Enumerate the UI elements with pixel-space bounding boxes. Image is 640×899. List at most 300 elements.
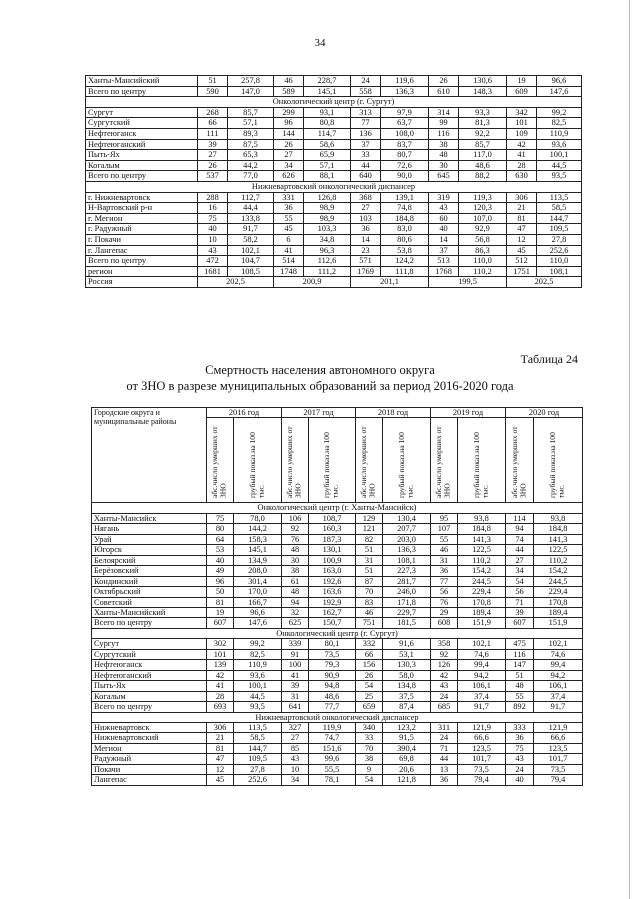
table-row <box>92 649 583 659</box>
cell-value: 147,6 <box>537 86 582 97</box>
cell-value: 98,9 <box>304 213 351 224</box>
cell-value: 26 <box>274 139 304 150</box>
cell-value: 53,1 <box>383 649 431 659</box>
cell-value: 41 <box>274 245 304 256</box>
cell-value: 36 <box>506 733 534 743</box>
cell-value: 73,5 <box>458 764 506 774</box>
cell-value: 99,4 <box>458 660 506 670</box>
cell-value: 93,6 <box>537 139 582 150</box>
cell-value: 27 <box>274 150 304 161</box>
cell-value: 95 <box>431 513 458 523</box>
cell-value: 39 <box>282 681 309 691</box>
cell-value: 108,0 <box>381 128 429 139</box>
cell-value: 39 <box>506 607 534 617</box>
cell-value: 25 <box>356 691 383 701</box>
cell-value: 358 <box>431 639 458 649</box>
cell-value: 189,4 <box>534 607 583 617</box>
cell-value: 244,5 <box>534 576 583 586</box>
cell-value: 58,2 <box>228 234 274 245</box>
cell-value: 37 <box>429 245 459 256</box>
cell-value: 31 <box>431 555 458 565</box>
cell-value: 79,4 <box>458 775 506 785</box>
cell-value: 42 <box>431 670 458 680</box>
cell-value: 83,0 <box>381 224 429 235</box>
table-row <box>92 743 583 753</box>
cell-value: 13 <box>431 764 458 774</box>
cell-value: 38 <box>282 566 309 576</box>
cell-value: 43 <box>431 681 458 691</box>
cell-value: 41 <box>282 670 309 680</box>
cell-value: 33 <box>356 733 383 743</box>
cell-value: 246,0 <box>383 587 431 597</box>
cell-value: 74,6 <box>534 649 583 659</box>
cell-value: 30 <box>429 160 459 171</box>
cell-value: 49 <box>207 566 234 576</box>
cell-value: 659 <box>356 702 383 712</box>
cell-value: 75 <box>198 213 228 224</box>
cell-value: 69,8 <box>383 754 431 764</box>
section-row <box>86 97 582 108</box>
table-row <box>92 639 583 649</box>
table-row <box>86 234 582 245</box>
cell-value: 57,1 <box>304 160 351 171</box>
sub-header-rate <box>458 418 506 503</box>
cell-value: 46 <box>356 607 383 617</box>
row-label: Покачи <box>92 764 207 774</box>
cell-value: 44 <box>431 754 458 764</box>
cell-value: 609 <box>507 86 537 97</box>
sub-header-label: абс.число умерших от ЗНО <box>509 426 528 498</box>
cell-value: 181,5 <box>383 618 431 628</box>
table-row <box>86 203 582 214</box>
cell-value: 32 <box>282 607 309 617</box>
cell-value: 590 <box>198 86 228 97</box>
row-label: Кондинский <box>92 576 207 586</box>
section-row <box>92 712 583 722</box>
sub-header-label: грубый показ.на 100 тыс. <box>322 432 340 498</box>
cell-value: 80,8 <box>304 118 351 129</box>
cell-value: 94 <box>282 597 309 607</box>
cell-value: 43 <box>198 245 228 256</box>
cell-value: 299 <box>274 107 304 118</box>
cell-value: 110,9 <box>234 660 282 670</box>
cell-value: 93,6 <box>234 670 282 680</box>
cell-value: 47 <box>207 754 234 764</box>
row-label: Нефтеюганск <box>86 128 198 139</box>
cell-value: 48 <box>282 587 309 597</box>
cell-value: 306 <box>207 722 234 732</box>
row-label: Когалым <box>86 160 198 171</box>
cell-value: 100,1 <box>234 681 282 691</box>
cell-value: 130,1 <box>309 545 356 555</box>
cell-value: 44 <box>351 160 381 171</box>
sub-header-label: абс.число умерших от ЗНО <box>359 426 377 498</box>
cell-value: 93,3 <box>459 107 507 118</box>
row-label: Нефтеюганский <box>92 670 207 680</box>
cell-value: 199,5 <box>429 277 507 288</box>
cell-value: 79,4 <box>534 775 583 785</box>
row-label: Всего по центру <box>86 86 198 97</box>
cell-value: 141,3 <box>534 534 583 544</box>
cell-value: 162,7 <box>309 607 356 617</box>
cell-value: 1751 <box>507 266 537 277</box>
cell-value: 192,9 <box>309 597 356 607</box>
cell-value: 892 <box>506 702 534 712</box>
cell-value: 78,1 <box>309 775 356 785</box>
cell-value: 229,4 <box>458 587 506 597</box>
sub-header-label: абс.число умерших от ЗНО <box>210 426 228 498</box>
cell-value: 34,8 <box>304 234 351 245</box>
cell-value: 90,0 <box>381 171 429 182</box>
section-row <box>92 628 583 638</box>
row-label: Сургут <box>92 639 207 649</box>
cell-value: 42 <box>507 139 537 150</box>
sub-header-label: абс.число умерших от ЗНО <box>285 426 303 498</box>
cell-value: 144,7 <box>234 743 282 753</box>
cell-value: 77 <box>351 118 381 129</box>
cell-value: 106,1 <box>458 681 506 691</box>
table-title-line1: Смертность населения автономного округа <box>205 363 435 377</box>
cell-value: 87,5 <box>228 139 274 150</box>
cell-value: 108,1 <box>537 266 582 277</box>
cell-value: 81 <box>207 743 234 753</box>
table-row <box>92 607 583 617</box>
cell-value: 513 <box>429 256 459 267</box>
table-row <box>86 139 582 150</box>
cell-value: 106,1 <box>534 681 583 691</box>
table-row <box>86 118 582 129</box>
cell-value: 102,1 <box>228 245 274 256</box>
cell-value: 72,6 <box>381 160 429 171</box>
cell-value: 147,0 <box>228 86 274 97</box>
cell-value: 91 <box>282 649 309 659</box>
table-row <box>86 86 582 97</box>
cell-value: 85,7 <box>459 139 507 150</box>
cell-value: 42 <box>207 670 234 680</box>
cell-value: 106 <box>282 513 309 523</box>
table-row <box>86 256 582 267</box>
page-edge-line <box>629 0 630 899</box>
cell-value: 77 <box>431 576 458 586</box>
cell-value: 101 <box>507 118 537 129</box>
cell-value: 71 <box>431 743 458 753</box>
cell-value: 170,8 <box>534 597 583 607</box>
cell-value: 319 <box>429 192 459 203</box>
cell-value: 44,2 <box>228 160 274 171</box>
cell-value: 122,5 <box>534 545 583 555</box>
cell-value: 100,9 <box>309 555 356 565</box>
cell-value: 71 <box>506 597 534 607</box>
table-row <box>86 107 582 118</box>
cell-value: 27 <box>506 555 534 565</box>
cell-value: 94,2 <box>458 670 506 680</box>
cell-value: 102,1 <box>534 639 583 649</box>
cell-value: 24 <box>351 76 381 87</box>
cell-value: 37,4 <box>458 691 506 701</box>
cell-value: 58,5 <box>537 203 582 214</box>
cell-value: 70 <box>356 587 383 597</box>
cell-value: 108,1 <box>383 555 431 565</box>
cell-value: 109,5 <box>537 224 582 235</box>
cell-value: 170,8 <box>458 597 506 607</box>
cell-value: 136,3 <box>381 86 429 97</box>
cell-value: 6 <box>274 234 304 245</box>
cell-value: 390,4 <box>383 743 431 753</box>
cell-value: 38 <box>356 754 383 764</box>
cell-value: 101,7 <box>534 754 583 764</box>
cell-value: 327 <box>282 722 309 732</box>
cell-value: 145,1 <box>234 545 282 555</box>
cell-value: 114 <box>506 513 534 523</box>
cell-value: 227,3 <box>383 566 431 576</box>
cell-value: 100,1 <box>537 150 582 161</box>
cell-value: 187,3 <box>309 534 356 544</box>
row-label: регион <box>86 266 198 277</box>
cell-value: 244,5 <box>458 576 506 586</box>
cell-value: 92 <box>431 649 458 659</box>
cell-value: 28 <box>207 691 234 701</box>
cell-value: 107 <box>431 524 458 534</box>
sub-header-label: абс.число умерших от ЗНО <box>434 426 452 498</box>
cell-value: 120,3 <box>459 203 507 214</box>
cell-value: 96,3 <box>304 245 351 256</box>
row-label: г. Радужный <box>86 224 198 235</box>
cell-value: 60 <box>429 213 459 224</box>
cell-value: 44,4 <box>228 203 274 214</box>
top-mortality-table <box>85 75 582 288</box>
cell-value: 76 <box>282 534 309 544</box>
cell-value: 93,8 <box>534 513 583 523</box>
cell-value: 75 <box>207 513 234 523</box>
cell-value: 144,2 <box>234 524 282 534</box>
cell-value: 134,9 <box>234 555 282 565</box>
cell-value: 151,9 <box>458 618 506 628</box>
cell-value: 64 <box>207 534 234 544</box>
section-title: Онкологический центр (г. Ханты-Мансийск) <box>92 503 583 513</box>
cell-value: 122,5 <box>458 545 506 555</box>
table-row <box>92 545 583 555</box>
cell-value: 40 <box>429 224 459 235</box>
cell-value: 61 <box>282 576 309 586</box>
cell-value: 313 <box>351 107 381 118</box>
cell-value: 119,9 <box>309 722 356 732</box>
sub-header-label: грубый показ.на 100 тыс. <box>396 432 415 498</box>
cell-value: 78,0 <box>234 513 282 523</box>
cell-value: 74 <box>506 534 534 544</box>
sub-header-rate <box>309 418 356 503</box>
cell-value: 51 <box>198 76 228 87</box>
cell-value: 121,9 <box>534 722 583 732</box>
cell-value: 83 <box>356 597 383 607</box>
cell-value: 40 <box>198 224 228 235</box>
table-title-line2: от ЗНО в разрезе муниципальных образований за период 2016-2020 года <box>126 379 514 393</box>
cell-value: 139,1 <box>381 192 429 203</box>
cell-value: 97,9 <box>381 107 429 118</box>
cell-value: 144,7 <box>537 213 582 224</box>
cell-value: 368 <box>351 192 381 203</box>
main-mortality-table <box>91 407 583 786</box>
cell-value: 96 <box>274 118 304 129</box>
cell-value: 184,8 <box>381 213 429 224</box>
row-label: Радужный <box>92 754 207 764</box>
cell-value: 48,6 <box>459 160 507 171</box>
cell-value: 163,6 <box>309 587 356 597</box>
cell-value: 46 <box>274 76 304 87</box>
cell-value: 625 <box>282 618 309 628</box>
cell-value: 111 <box>198 128 228 139</box>
cell-value: 102,1 <box>458 639 506 649</box>
cell-value: 147,6 <box>234 618 282 628</box>
row-label: Всего по центру <box>86 171 198 182</box>
table-row <box>92 691 583 701</box>
table-row <box>86 76 582 87</box>
cell-value: 610 <box>429 86 459 97</box>
cell-value: 87,4 <box>383 702 431 712</box>
cell-value: 121,9 <box>458 722 506 732</box>
cell-value: 10 <box>198 234 228 245</box>
cell-value: 147 <box>506 660 534 670</box>
cell-value: 82 <box>356 534 383 544</box>
table-row <box>92 722 583 732</box>
cell-value: 27,8 <box>537 234 582 245</box>
cell-value: 108,5 <box>228 266 274 277</box>
table-row <box>86 192 582 203</box>
cell-value: 81 <box>207 597 234 607</box>
cell-value: 66,6 <box>534 733 583 743</box>
table-row <box>92 660 583 670</box>
cell-value: 751 <box>356 618 383 628</box>
cell-value: 20,6 <box>383 764 431 774</box>
cell-value: 82,5 <box>537 118 582 129</box>
cell-value: 1681 <box>198 266 228 277</box>
cell-value: 92 <box>282 524 309 534</box>
cell-value: 123,5 <box>534 743 583 753</box>
row-label: Ханты-Мансийский <box>86 76 198 87</box>
cell-value: 74,6 <box>458 649 506 659</box>
cell-value: 98,9 <box>304 203 351 214</box>
cell-value: 110,0 <box>459 256 507 267</box>
cell-value: 163,0 <box>309 566 356 576</box>
cell-value: 23 <box>351 245 381 256</box>
corner-header: Городские округа и муниципальные районы <box>92 408 207 503</box>
cell-value: 75 <box>506 743 534 753</box>
cell-value: 104,7 <box>228 256 274 267</box>
cell-value: 43 <box>506 754 534 764</box>
cell-value: 203,0 <box>383 534 431 544</box>
cell-value: 685 <box>431 702 458 712</box>
cell-value: 96 <box>207 576 234 586</box>
cell-value: 166,7 <box>234 597 282 607</box>
cell-value: 74,8 <box>381 203 429 214</box>
cell-value: 99,4 <box>534 660 583 670</box>
cell-value: 148,3 <box>459 86 507 97</box>
table-row <box>92 754 583 764</box>
cell-value: 301,4 <box>234 576 282 586</box>
row-label: Мегион <box>92 743 207 753</box>
cell-value: 45 <box>207 775 234 785</box>
cell-value: 229,7 <box>383 607 431 617</box>
cell-value: 124,2 <box>381 256 429 267</box>
table-row <box>92 681 583 691</box>
cell-value: 79,3 <box>309 660 356 670</box>
row-label: Нефтеюганский <box>86 139 198 150</box>
cell-value: 58,0 <box>383 670 431 680</box>
table-row <box>86 245 582 256</box>
cell-value: 252,6 <box>234 775 282 785</box>
cell-value: 77,0 <box>228 171 274 182</box>
cell-value: 108,7 <box>309 513 356 523</box>
cell-value: 101,7 <box>458 754 506 764</box>
table-row <box>92 534 583 544</box>
cell-value: 1768 <box>429 266 459 277</box>
cell-value: 121 <box>356 524 383 534</box>
cell-value: 48 <box>282 545 309 555</box>
row-label: г. Покачи <box>86 234 198 245</box>
cell-value: 92,9 <box>459 224 507 235</box>
row-label: Нижневартовск <box>92 722 207 732</box>
row-label: Берёзовский <box>92 566 207 576</box>
cell-value: 514 <box>274 256 304 267</box>
cell-value: 91,7 <box>534 702 583 712</box>
cell-value: 202,5 <box>198 277 274 288</box>
cell-value: 51 <box>356 545 383 555</box>
row-label: Нягань <box>92 524 207 534</box>
cell-value: 47 <box>507 224 537 235</box>
table-row <box>86 150 582 161</box>
cell-value: 93,5 <box>537 171 582 182</box>
row-label: Н-Вартовский р-н <box>86 203 198 214</box>
cell-value: 58,6 <box>304 139 351 150</box>
cell-value: 48,6 <box>309 691 356 701</box>
cell-value: 99,2 <box>234 639 282 649</box>
cell-value: 472 <box>198 256 228 267</box>
cell-value: 73,5 <box>309 649 356 659</box>
cell-value: 88,2 <box>459 171 507 182</box>
cell-value: 141,3 <box>458 534 506 544</box>
cell-value: 113,5 <box>537 192 582 203</box>
table-label: Таблица 24 <box>520 352 578 366</box>
cell-value: 9 <box>356 764 383 774</box>
cell-value: 91,7 <box>458 702 506 712</box>
table-row <box>92 702 583 712</box>
cell-value: 57,1 <box>228 118 274 129</box>
cell-value: 37,5 <box>383 691 431 701</box>
table-row <box>92 524 583 534</box>
cell-value: 19 <box>507 76 537 87</box>
cell-value: 475 <box>506 639 534 649</box>
cell-value: 607 <box>207 618 234 628</box>
cell-value: 170,0 <box>234 587 282 597</box>
table-row <box>86 171 582 182</box>
cell-value: 56,8 <box>459 234 507 245</box>
cell-value: 80,1 <box>309 639 356 649</box>
cell-value: 331 <box>274 192 304 203</box>
cell-value: 281,7 <box>383 576 431 586</box>
cell-value: 44 <box>506 545 534 555</box>
cell-value: 94,2 <box>534 670 583 680</box>
cell-value: 91,5 <box>383 733 431 743</box>
cell-value: 81,3 <box>459 118 507 129</box>
cell-value: 1769 <box>351 266 381 277</box>
section-title: Онкологический центр (г. Сургут) <box>92 628 583 638</box>
cell-value: 36 <box>274 203 304 214</box>
cell-value: 99,2 <box>537 107 582 118</box>
cell-value: 44,5 <box>537 160 582 171</box>
cell-value: 34 <box>506 566 534 576</box>
cell-value: 51 <box>356 566 383 576</box>
cell-value: 45 <box>274 224 304 235</box>
cell-value: 100 <box>282 660 309 670</box>
